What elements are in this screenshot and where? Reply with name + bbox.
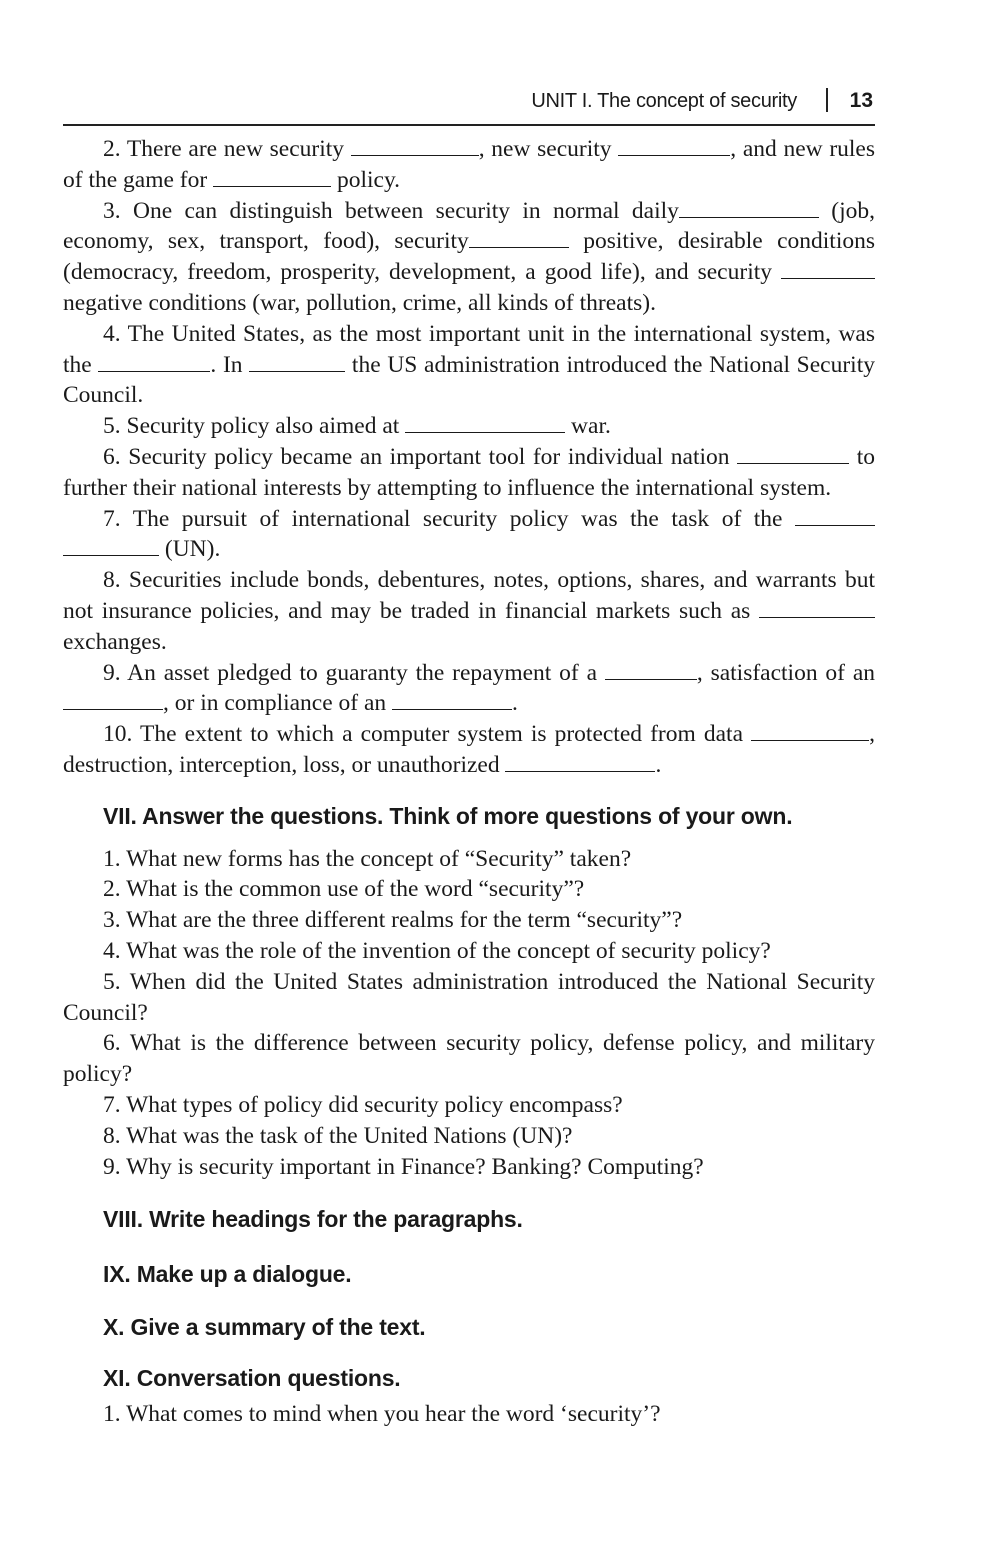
section-x-heading: X. Give a summary of the text. <box>103 1313 426 1340</box>
question-item: 5. When did the United States administration introduced the National Security Council? <box>63 968 875 1026</box>
section-xi-heading: XI. Conversation questions. <box>103 1364 401 1391</box>
answer-blank[interactable] <box>505 751 655 772</box>
answer-blank[interactable] <box>213 166 331 187</box>
answer-blank[interactable] <box>605 659 697 680</box>
exercise-item-5: 5. Security policy also aimed at war. <box>103 413 611 440</box>
answer-blank[interactable] <box>392 689 512 710</box>
answer-blank[interactable] <box>737 443 849 464</box>
page-number: 13 <box>849 89 873 112</box>
exercise-item-2: 2. There are new security , new security , and new rules of the game for policy. <box>63 136 876 193</box>
question-item: 6. What is the difference between security policy, defense policy, and military policy? <box>63 1030 875 1088</box>
answer-blank[interactable] <box>249 351 345 372</box>
answer-blank[interactable] <box>405 412 565 433</box>
exercise-item-3: 3. One can distinguish between security in normal daily (job, economy, sex, transport, food), security positive, desirable conditions (democracy, freedom, prosperity, development, a good life), and security negative conditions (war, pollution, crime, all kinds of threats). <box>63 197 876 316</box>
question-item: 1. What comes to mind when you hear the word ‘security’? <box>103 1401 661 1428</box>
answer-blank[interactable] <box>781 258 875 279</box>
answer-blank[interactable] <box>795 505 875 526</box>
answer-blank[interactable] <box>351 135 479 156</box>
running-header <box>63 88 875 126</box>
question-item: 9. Why is security important in Finance? Banking? Computing? <box>103 1153 704 1180</box>
exercise-item-8: 8. Securities include bonds, debentures, notes, options, shares, and warrants but not insurance policies, and may be traded in financial markets such as exchanges. <box>63 567 875 655</box>
answer-blank[interactable] <box>469 227 569 248</box>
answer-blank[interactable] <box>63 689 163 710</box>
answer-blank[interactable] <box>759 597 875 618</box>
section-ix-heading: IX. Make up a dialogue. <box>103 1261 352 1288</box>
question-item: 7. What types of policy did security policy encompass? <box>103 1091 623 1118</box>
answer-blank[interactable] <box>751 720 869 741</box>
question-item: 2. What is the common use of the word “security”? <box>103 876 585 903</box>
exercise-item-4: 4. The United States, as the most important unit in the international system, was the . In the US administration introduced the National Security Council. <box>63 320 875 409</box>
section-vii-heading: VII. Answer the questions. Think of more questions of your own. <box>103 802 793 829</box>
question-item: 1. What new forms has the concept of “Security” taken? <box>103 845 632 872</box>
header-separator <box>826 88 828 112</box>
exercise-item-9: 9. An asset pledged to guaranty the repayment of a , satisfaction of an , or in compliance of an . <box>63 658 875 720</box>
section-viii-heading: VIII. Write headings for the paragraphs. <box>103 1206 523 1233</box>
page-body <box>63 134 875 1430</box>
answer-blank[interactable] <box>63 535 159 556</box>
answer-blank[interactable] <box>98 351 210 372</box>
question-item: 8. What was the task of the United Nations (UN)? <box>103 1122 573 1149</box>
exercise-item-10: 10. The extent to which a computer system is protected from data , destruction, interception, loss, or unauthorized . <box>63 721 875 778</box>
exercise-item-6: 6. Security policy became an important tool for individual nation to further their national interests by attempting to influence the international system. <box>63 443 876 501</box>
answer-blank[interactable] <box>618 135 730 156</box>
exercise-item-7: 7. The pursuit of international security policy was the task of the (UN). <box>63 504 875 566</box>
question-item: 3. What are the three different realms for the term “security”? <box>103 907 683 934</box>
unit-title: UNIT I. The concept of security <box>531 90 797 112</box>
answer-blank[interactable] <box>679 197 819 218</box>
question-item: 4. What was the role of the invention of the concept of security policy? <box>103 937 771 964</box>
